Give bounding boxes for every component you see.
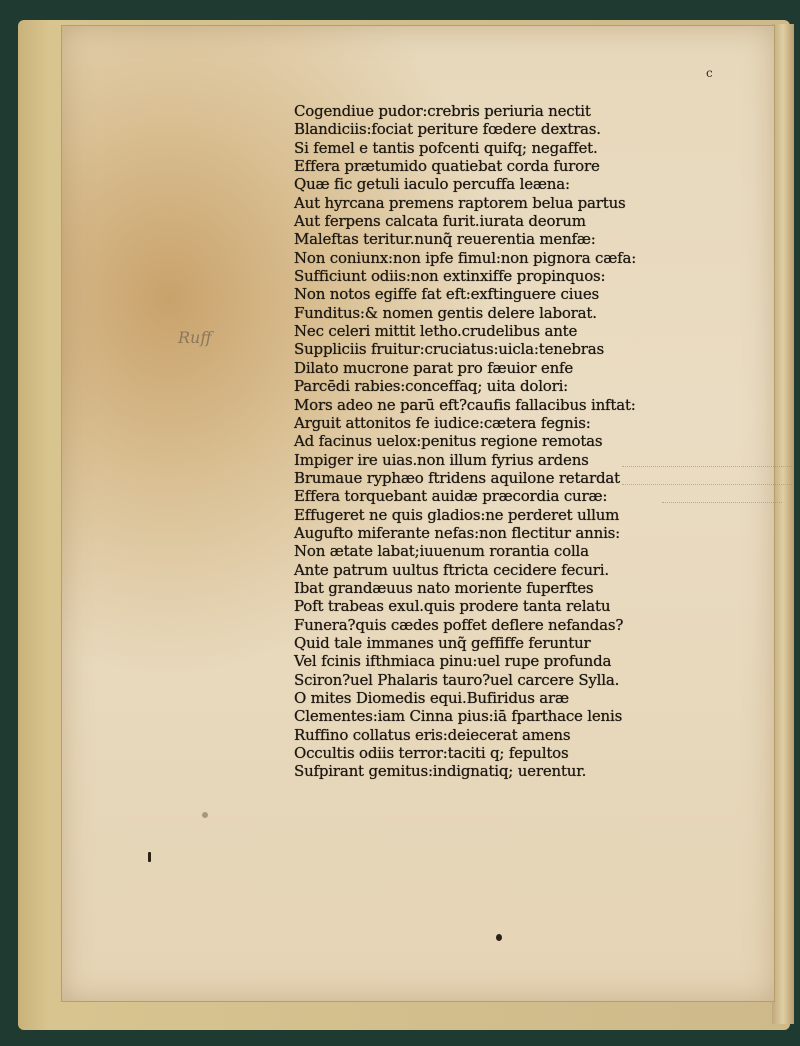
verse-line: Nec celeri mittit letho.crudelibus ante <box>294 322 578 341</box>
verse-line: Aut ferpens calcata furit.iurata deorum <box>294 212 586 231</box>
verse-line: Effera torquebant auidæ præcordia curæ: <box>294 487 608 506</box>
verse-line: Non notos egiffe fat eft:exftinguere ciues <box>294 285 599 304</box>
verse-line: O mites Diomedis equi.Bufiridus aræ <box>294 689 569 707</box>
verse-line: Occultis odiis terror:taciti q; fepultos <box>294 744 569 763</box>
verse-line: Ad facinus uelox:penitus regione remotas <box>294 432 603 451</box>
verse-line: Suppliciis fruitur:cruciatus:uicla:tenebras <box>294 340 605 359</box>
verse-line: Augufto miferante nefas:non flectitur annis: <box>294 523 621 542</box>
verse-line: Ruffino collatus eris:deiecerat amens <box>294 725 571 744</box>
verse-line: Si femel e tantis pofcenti quifq; negaffet. <box>294 138 598 157</box>
verse-line: Sciron?uel Phalaris tauro?uel carcere Sylla. <box>294 670 620 689</box>
verse-line: Vel fcinis ifthmiaca pinu:uel rupe profunda <box>294 652 612 671</box>
verse-line: Dilato mucrone parat pro fæuior enfe <box>294 358 574 377</box>
verse-line: Sufficiunt odiis:non extinxiffe propinquos: <box>294 267 606 286</box>
verse-line: Ante patrum uultus ftricta cecidere fecuri. <box>294 560 609 579</box>
verse-line: Parcēdi rabies:conceffaq; uita dolori: <box>294 377 569 396</box>
verse-line: Arguit attonitos fe iudice:cætera fegnis: <box>294 413 591 432</box>
ink-dot <box>496 934 502 941</box>
verse-line: Brumaue ryphæo ftridens aquilone retardat <box>294 468 620 487</box>
verse-line: Effera prætumido quatiebat corda furore <box>294 157 600 176</box>
ink-mark <box>148 852 151 862</box>
verse-line: Blandiciis:fociat periture fœdere dextras. <box>294 120 601 139</box>
verse-line: Sufpirant gemitus:indignatiq; uerentur. <box>294 762 587 781</box>
book-page <box>62 26 774 1001</box>
verse-line: Quid tale immanes unq̃ geffiffe feruntur <box>294 633 591 652</box>
verse-line: Funditus:& nomen gentis delere laborat. <box>294 303 597 322</box>
verse-text-block <box>294 102 704 781</box>
verse-line: Cogendiue pudor:crebris periuria nectit <box>294 102 591 120</box>
verse-line: Ibat grandæuus nato moriente fuperftes <box>294 578 594 597</box>
verse-line: Non ætate labat;iuuenum rorantia colla <box>294 542 589 561</box>
verse-line: Aut hyrcana premens raptorem belua partus <box>294 193 626 212</box>
paper-speck <box>202 812 208 818</box>
margin-note: Ruff <box>178 328 212 347</box>
verse-line: Maleftas teritur.nunq̃ reuerentia menfæ: <box>294 230 596 249</box>
verse-line: Mors adeo ne parū eft?caufis fallacibus inftat: <box>294 395 636 414</box>
verse-line: Quæ fic getuli iaculo percuffa leæna: <box>294 175 570 194</box>
verse-line: Effugeret ne quis gladios:ne perderet ullum <box>294 505 620 524</box>
verse-line: Poft trabeas exul.quis prodere tanta relatu <box>294 597 611 616</box>
verse-line: Non coniunx:non ipfe fimul:non pignora cæfa: <box>294 248 637 267</box>
verse-line: Funera?quis cædes poffet deflere nefandas? <box>294 615 624 634</box>
page-edge <box>772 24 794 1024</box>
verse-line: Clementes:iam Cinna pius:iā fparthace lenis <box>294 707 623 726</box>
corner-mark: c <box>706 66 713 80</box>
verse-line: Impiger ire uias.non illum fyrius ardens <box>294 450 589 469</box>
